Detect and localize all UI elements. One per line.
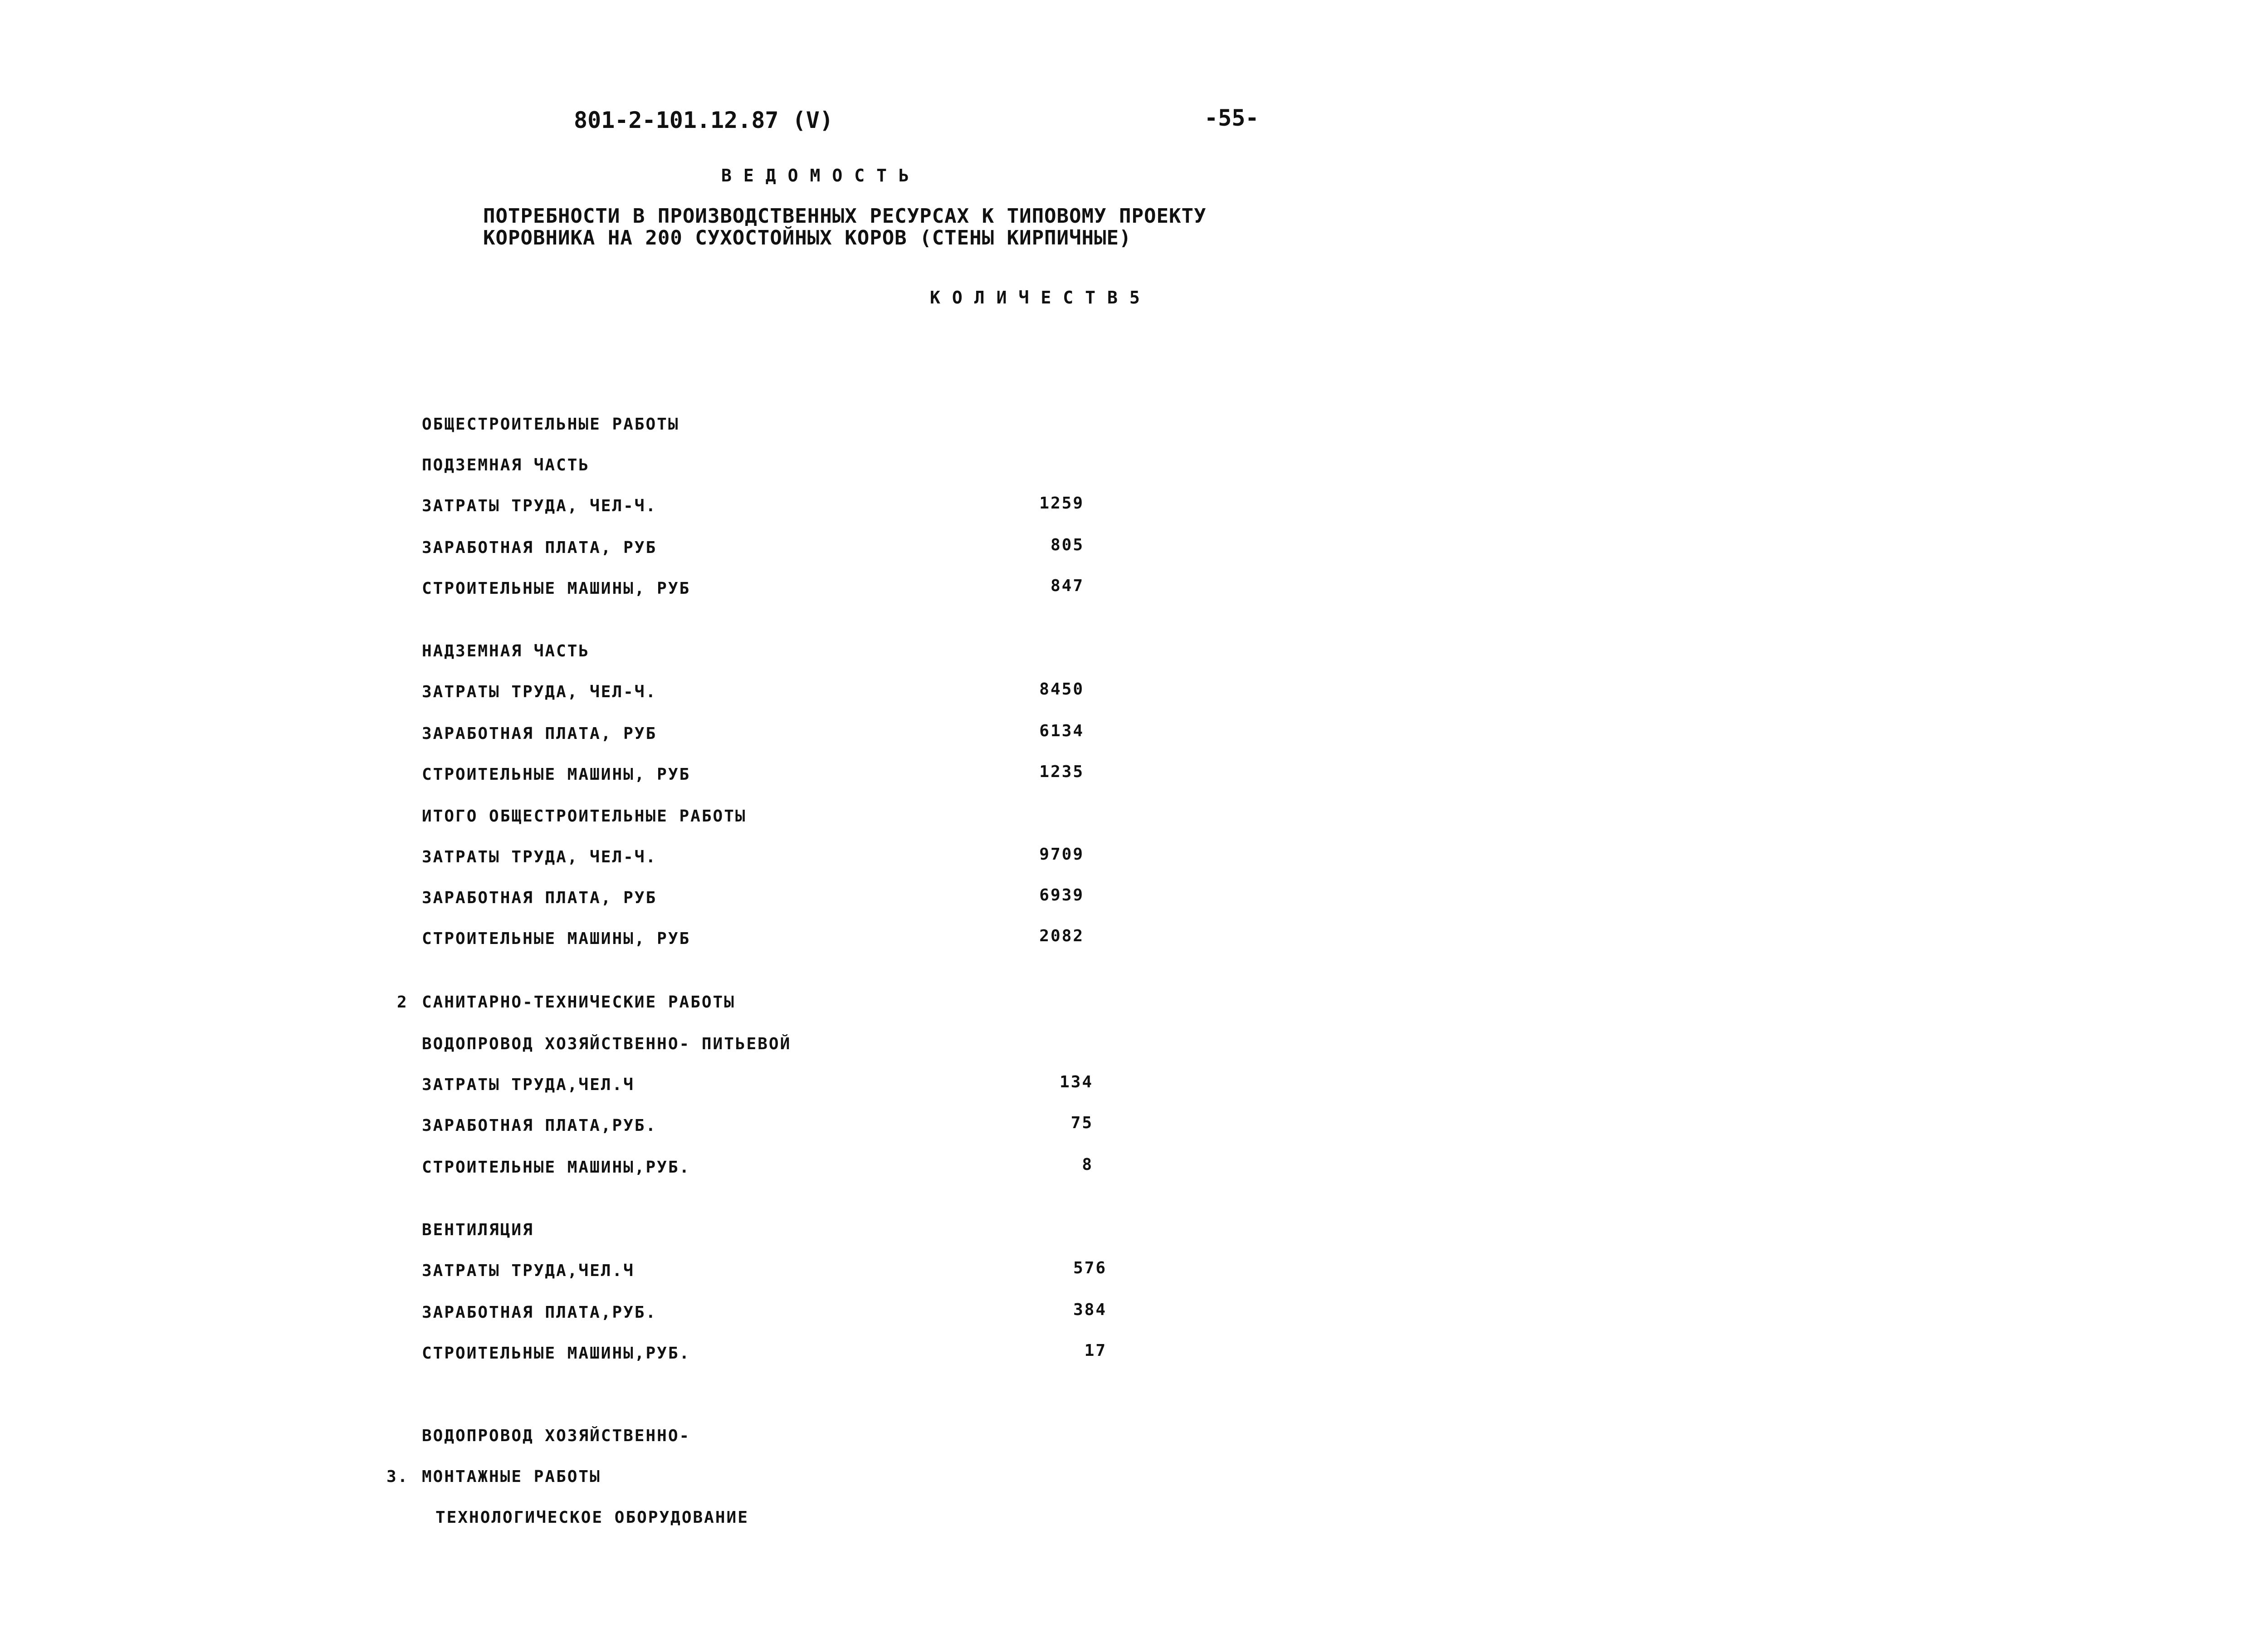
row-value: 8 <box>1082 1155 1093 1174</box>
row-value: 384 <box>1073 1301 1107 1319</box>
row-label: ПОДЗЕМНАЯ ЧАСТЬ <box>422 456 590 474</box>
row-value: 17 <box>1084 1341 1107 1360</box>
row-label: СТРОИТЕЛЬНЫЕ МАШИНЫ,РУБ. <box>422 1344 691 1363</box>
row-label: ЗАТРАТЫ ТРУДА, ЧЕЛ-Ч. <box>422 683 657 701</box>
quantities-title: КОЛИЧЕСТВ5 <box>930 288 1152 308</box>
row-label: САНИТАРНО-ТЕХНИЧЕСКИЕ РАБОТЫ <box>422 993 735 1012</box>
row-label: МОНТАЖНЫЕ РАБОТЫ <box>422 1467 601 1486</box>
row-label: ЗАРАБОТНАЯ ПЛАТА, РУБ <box>422 538 657 557</box>
section-number: 3. <box>386 1467 409 1486</box>
row-value: 75 <box>1070 1114 1093 1132</box>
row-label: ОБЩЕСТРОИТЕЛЬНЫЕ РАБОТЫ <box>422 415 679 434</box>
row-label: ЗАРАБОТНАЯ ПЛАТА, РУБ <box>422 724 657 743</box>
row-value: 9709 <box>1039 845 1084 864</box>
row-label: ЗАРАБОТНАЯ ПЛАТА,РУБ. <box>422 1116 657 1135</box>
row-label: ВЕНТИЛЯЦИЯ <box>422 1221 534 1239</box>
subtitle-line-1: ПОТРЕБНОСТИ В ПРОИЗВОДСТВЕННЫХ РЕСУРСАХ К ТИПОВОМУ ПРОЕКТУ <box>483 205 1207 228</box>
row-value: 805 <box>1050 536 1084 554</box>
row-value: 8450 <box>1039 680 1084 699</box>
section-number: 2 <box>397 993 408 1012</box>
row-label: ЗАРАБОТНАЯ ПЛАТА,РУБ. <box>422 1303 657 1322</box>
row-value: 1259 <box>1039 494 1084 513</box>
row-value: 134 <box>1059 1073 1093 1091</box>
row-label: СТРОИТЕЛЬНЫЕ МАШИНЫ,РУБ. <box>422 1158 691 1177</box>
row-label: ЗАТРАТЫ ТРУДА, ЧЕЛ-Ч. <box>422 497 657 515</box>
row-value: 847 <box>1050 577 1084 595</box>
row-label: ВОДОПРОВОД ХОЗЯЙСТВЕННО- <box>422 1427 691 1445</box>
document-code: 801-2-101.12.87 (V) <box>574 107 833 133</box>
row-value: 1235 <box>1039 763 1084 781</box>
row-label: ЗАТРАТЫ ТРУДА, ЧЕЛ-Ч. <box>422 848 657 866</box>
subtitle-line-2: КОРОВНИКА НА 200 СУХОСТОЙНЫХ КОРОВ (СТЕНЫ КИРПИЧНЫЕ) <box>483 226 1132 249</box>
row-value: 6134 <box>1039 722 1084 740</box>
row-label: ЗАТРАТЫ ТРУДА,ЧЕЛ.Ч <box>422 1076 635 1094</box>
row-label: ИТОГО ОБЩЕСТРОИТЕЛЬНЫЕ РАБОТЫ <box>422 807 747 826</box>
row-label: ЗАРАБОТНАЯ ПЛАТА, РУБ <box>422 889 657 907</box>
row-label: СТРОИТЕЛЬНЫЕ МАШИНЫ, РУБ <box>422 765 691 784</box>
row-label: ЗАТРАТЫ ТРУДА,ЧЕЛ.Ч <box>422 1261 635 1280</box>
row-label: ВОДОПРОВОД ХОЗЯЙСТВЕННО- ПИТЬЕВОЙ <box>422 1035 792 1053</box>
row-label: СТРОИТЕЛЬНЫЕ МАШИНЫ, РУБ <box>422 929 691 948</box>
document-title: ВЕДОМОСТЬ <box>721 166 921 186</box>
row-label: НАДЗЕМНАЯ ЧАСТЬ <box>422 642 590 660</box>
page-number: -55- <box>1204 105 1259 131</box>
row-value: 2082 <box>1039 927 1084 945</box>
row-value: 6939 <box>1039 886 1084 905</box>
row-value: 576 <box>1073 1259 1107 1277</box>
row-label: СТРОИТЕЛЬНЫЕ МАШИНЫ, РУБ <box>422 579 691 598</box>
row-label: ТЕХНОЛОГИЧЕСКОЕ ОБОРУДОВАНИЕ <box>435 1508 749 1527</box>
